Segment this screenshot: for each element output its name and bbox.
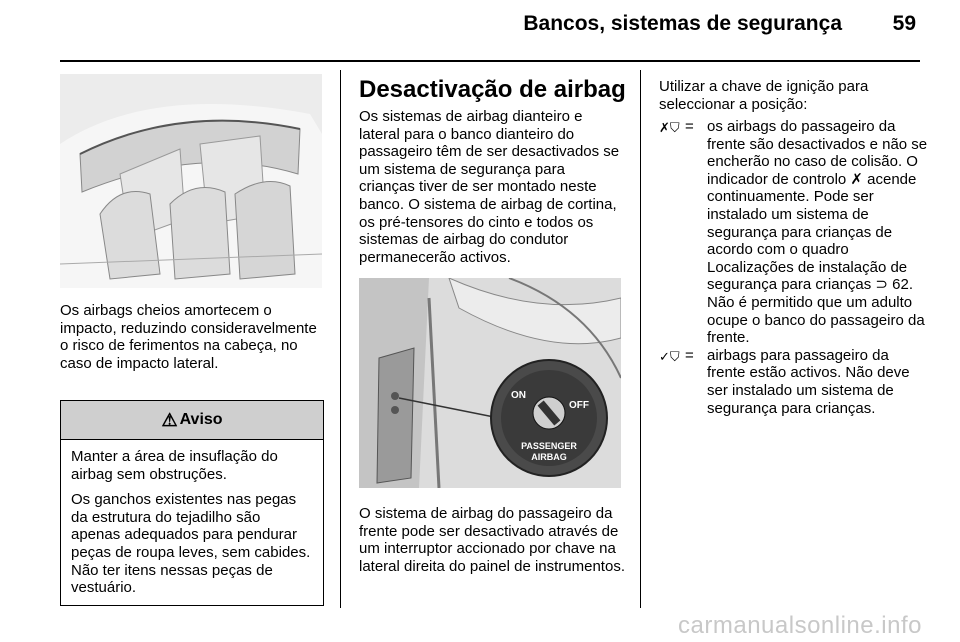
page-header-title: Bancos, sistemas de segurança [523,12,842,35]
airbag-switch-illustration [359,278,621,488]
airbag-off-icon: ✗⛉ [659,120,680,135]
switch-off-label: OFF [569,400,589,411]
column-divider-1 [340,70,341,608]
warning-header [61,401,323,440]
section-title: Desactivação de airbag [359,76,626,103]
switch-label-line1: PASSENGER [521,441,577,451]
definition-list [659,118,929,417]
warning-title: Aviso [179,411,223,428]
definition-text: os airbags do passageiro da frente são desactivados e não se encherão no caso de colisão. O indicador de controlo ✗ acende continuamente. Pode ser instalado um sistema de segurança para crianças de acordo com o quadro Localizações de instalação de segurança para crianças ⊃ 62. Não é permitido que um adulto ocupe o banco do passageiro da frente. [707,118,928,347]
switch-label-line2: AIRBAG [531,452,567,462]
airbag-switch-caption: O sistema de airbag do passageiro da frente pode ser desactivado através de um interruptor accionado por chave na lateral direita do painel de instrumentos. [359,505,625,575]
switch-on-label: ON [511,390,526,401]
warning-paragraph-2: Os ganchos existentes nas pegas da estrutura do tejadilho são apenas adequados para pendurar peças de roupa leves, sem cabides. Não ter itens nessas peças de vestuário. [71,491,311,597]
definition-airbag-off [659,118,929,347]
selection-intro: Utilizar a chave de ignição para seleccionar a posição: [659,78,869,113]
warning-box [60,400,324,606]
warning-body [61,440,323,597]
curtain-airbag-caption: Os airbags cheios amortecem o impacto, reduzindo consideravelmente o risco de ferimentos na cabeça, no caso de impacto lateral. [60,302,317,372]
column-divider-2 [640,70,641,608]
page-number: 59 [892,12,916,35]
definition-airbag-on [659,347,929,417]
definition-text: airbags para passageiro da frente estão activos. Não deve ser instalado um sistema de segurança para crianças. [707,346,910,417]
definition-equals: = [685,118,694,135]
curtain-airbag-illustration [60,74,322,288]
header-rule [60,60,920,62]
section-intro: Os sistemas de airbag dianteiro e lateral para o banco dianteiro do passageiro têm de ser desactivados se um sistema de segurança para crianças tiver de ser montado neste banco. O sistema de airbag de cortina, os pré-tensores do cinto e todos os sistemas de airbag do condutor permanecerão activos. [359,108,620,266]
warning-triangle-icon: ⚠ [161,409,178,430]
airbag-on-icon: ✓⛉ [659,348,680,364]
watermark: carmanualsonline.info [678,612,922,639]
definition-equals: = [685,346,694,364]
warning-paragraph-1: Manter a área de insuflação do airbag sem obstruções. [71,448,278,483]
